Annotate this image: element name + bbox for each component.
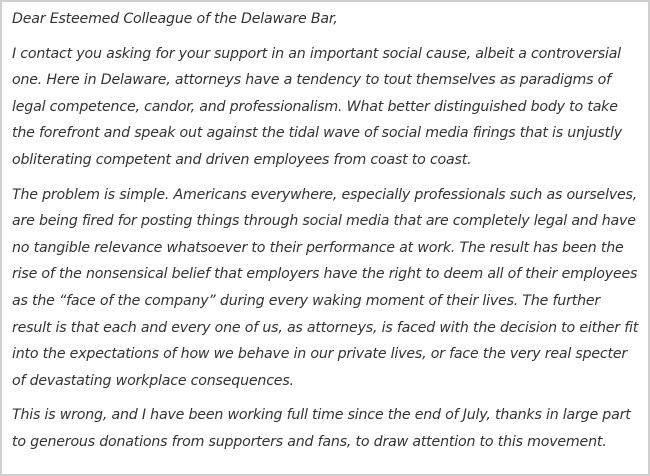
letter-paragraph-3: This is wrong, and I have been working full time since the end of July, thanks in large part to generous donations from supporters and fans, to draw attention to this movement. [12,407,631,450]
letter-paragraph-1: I contact you asking for your support in an important social cause, albeit a controversial one. Here in Delaware, attorneys have a tendency to tout themselves as paradigms of legal competence, candor, and professionalism. What better distinguished body to take the forefront and speak out against the tidal wave of social media firings that is unjustly obliterating competent and driven employees from coast to coast. [12,45,622,168]
letter-body [12,6,642,464]
letter-paragraph-2: The problem is simple. Americans everywhere, especially professionals such as ourselves, are being fired for posting things through social media that are completely legal and have no tangible relevance whatsoever to their performance at work. The result has been the rise of the nonsensical belief that employers have the right to deem all of their employees as the “face of the company” during every waking moment of their lives. The further result is that each and every one of us, as attorneys, is faced with the decision to either fit into the expectations of how we behave in our private lives, or face the very real specter of devastating workplace consequences. [12,186,639,389]
letter-salutation: Dear Esteemed Colleague of the Delaware Bar, [12,11,338,27]
